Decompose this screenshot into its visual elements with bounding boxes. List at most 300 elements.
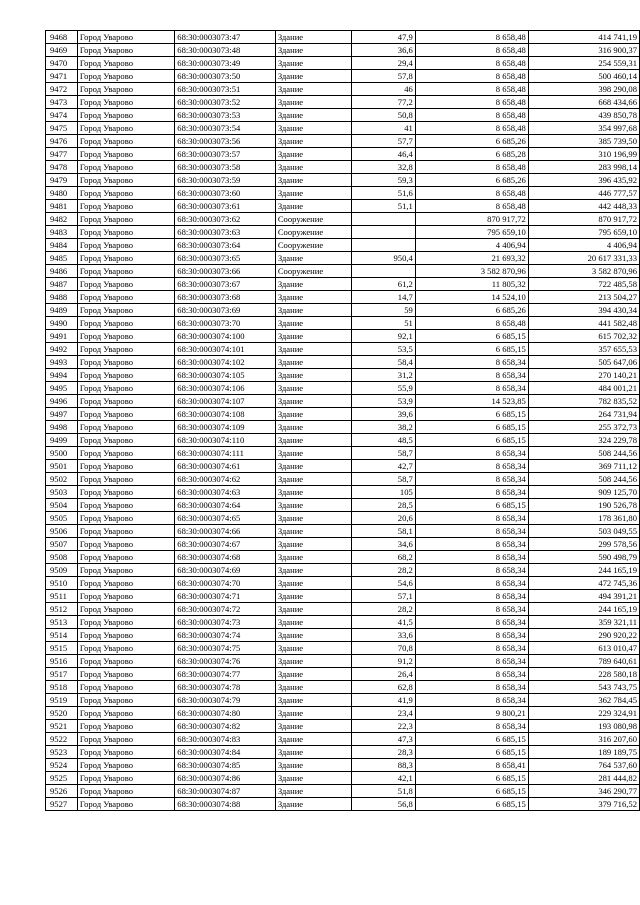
table-row bbox=[46, 83, 640, 96]
cell-unit-value: 8 658,34 bbox=[415, 616, 528, 629]
cell-cadastral-number: 68:30:0003073:60 bbox=[175, 187, 276, 200]
cell-locality: Город Уварово bbox=[77, 512, 174, 525]
cell-object-type: Здание bbox=[275, 70, 352, 83]
cell-area: 91,2 bbox=[352, 655, 415, 668]
cell-area: 88,3 bbox=[352, 759, 415, 772]
cell-locality: Город Уварово bbox=[77, 551, 174, 564]
cell-cadastral-number: 68:30:0003073:58 bbox=[175, 161, 276, 174]
cell-locality: Город Уварово bbox=[77, 265, 174, 278]
cell-object-type: Здание bbox=[275, 369, 352, 382]
cell-row-number: 9524 bbox=[46, 759, 78, 772]
cell-object-type: Здание bbox=[275, 668, 352, 681]
cell-cadastral-value: 189 189,75 bbox=[528, 746, 639, 759]
cell-cadastral-value: 290 920,22 bbox=[528, 629, 639, 642]
cell-row-number: 9478 bbox=[46, 161, 78, 174]
cell-locality: Город Уварово bbox=[77, 759, 174, 772]
cell-cadastral-number: 68:30:0003074:102 bbox=[175, 356, 276, 369]
cell-area: 77,2 bbox=[352, 96, 415, 109]
cell-unit-value: 8 658,48 bbox=[415, 96, 528, 109]
cell-cadastral-value: 346 290,77 bbox=[528, 785, 639, 798]
cell-locality: Город Уварово bbox=[77, 291, 174, 304]
table-row bbox=[46, 369, 640, 382]
cell-unit-value: 6 685,15 bbox=[415, 421, 528, 434]
cell-area: 47,3 bbox=[352, 733, 415, 746]
cell-locality: Город Уварово bbox=[77, 356, 174, 369]
cell-cadastral-number: 68:30:0003073:70 bbox=[175, 317, 276, 330]
cell-locality: Город Уварово bbox=[77, 161, 174, 174]
table-row bbox=[46, 57, 640, 70]
cell-cadastral-number: 68:30:0003073:69 bbox=[175, 304, 276, 317]
cell-cadastral-value: 472 745,36 bbox=[528, 577, 639, 590]
cell-locality: Город Уварово bbox=[77, 733, 174, 746]
cell-cadastral-number: 68:30:0003074:82 bbox=[175, 720, 276, 733]
cell-cadastral-value: 396 435,92 bbox=[528, 174, 639, 187]
cell-unit-value: 8 658,34 bbox=[415, 642, 528, 655]
cell-area: 28,3 bbox=[352, 746, 415, 759]
cell-object-type: Здание bbox=[275, 44, 352, 57]
cell-row-number: 9517 bbox=[46, 668, 78, 681]
cell-row-number: 9489 bbox=[46, 304, 78, 317]
cell-object-type: Здание bbox=[275, 122, 352, 135]
table-row bbox=[46, 525, 640, 538]
table-row bbox=[46, 265, 640, 278]
cell-row-number: 9493 bbox=[46, 356, 78, 369]
cell-area: 53,5 bbox=[352, 343, 415, 356]
cell-cadastral-value: 503 049,55 bbox=[528, 525, 639, 538]
cell-unit-value: 8 658,34 bbox=[415, 694, 528, 707]
cell-cadastral-value: 439 850,78 bbox=[528, 109, 639, 122]
cell-row-number: 9499 bbox=[46, 434, 78, 447]
cell-cadastral-number: 68:30:0003074:76 bbox=[175, 655, 276, 668]
cell-unit-value: 11 805,32 bbox=[415, 278, 528, 291]
cell-row-number: 9496 bbox=[46, 395, 78, 408]
cell-cadastral-number: 68:30:0003074:72 bbox=[175, 603, 276, 616]
table-row bbox=[46, 616, 640, 629]
cell-cadastral-value: 442 448,33 bbox=[528, 200, 639, 213]
cell-row-number: 9521 bbox=[46, 720, 78, 733]
cell-locality: Город Уварово bbox=[77, 681, 174, 694]
cell-object-type: Здание bbox=[275, 733, 352, 746]
cell-row-number: 9500 bbox=[46, 447, 78, 460]
cell-locality: Город Уварово bbox=[77, 174, 174, 187]
cell-object-type: Здание bbox=[275, 421, 352, 434]
table-row bbox=[46, 200, 640, 213]
cell-area: 58,4 bbox=[352, 356, 415, 369]
cell-cadastral-value: 4 406,94 bbox=[528, 239, 639, 252]
cell-unit-value: 6 685,15 bbox=[415, 408, 528, 421]
cell-row-number: 9484 bbox=[46, 239, 78, 252]
cell-object-type: Сооружение bbox=[275, 226, 352, 239]
table-row bbox=[46, 44, 640, 57]
cell-unit-value: 8 658,48 bbox=[415, 122, 528, 135]
cell-row-number: 9498 bbox=[46, 421, 78, 434]
cell-cadastral-value: 398 290,08 bbox=[528, 83, 639, 96]
cell-locality: Город Уварово bbox=[77, 31, 174, 44]
cell-unit-value: 8 658,34 bbox=[415, 668, 528, 681]
cell-row-number: 9471 bbox=[46, 70, 78, 83]
cell-cadastral-value: 244 165,19 bbox=[528, 603, 639, 616]
cell-locality: Город Уварово bbox=[77, 629, 174, 642]
table-row bbox=[46, 213, 640, 226]
cell-object-type: Здание bbox=[275, 785, 352, 798]
cell-row-number: 9492 bbox=[46, 343, 78, 356]
cell-area: 58,7 bbox=[352, 473, 415, 486]
cell-cadastral-number: 68:30:0003074:111 bbox=[175, 447, 276, 460]
table-row bbox=[46, 135, 640, 148]
cell-locality: Город Уварово bbox=[77, 707, 174, 720]
table-row bbox=[46, 96, 640, 109]
table-row bbox=[46, 759, 640, 772]
cell-locality: Город Уварово bbox=[77, 135, 174, 148]
cell-locality: Город Уварово bbox=[77, 278, 174, 291]
cell-unit-value: 6 685,26 bbox=[415, 135, 528, 148]
cell-object-type: Здание bbox=[275, 57, 352, 70]
table-row bbox=[46, 278, 640, 291]
cell-locality: Город Уварово bbox=[77, 525, 174, 538]
cell-row-number: 9490 bbox=[46, 317, 78, 330]
cell-cadastral-number: 68:30:0003074:106 bbox=[175, 382, 276, 395]
cell-object-type: Здание bbox=[275, 538, 352, 551]
cell-area: 28,5 bbox=[352, 499, 415, 512]
cell-locality: Город Уварово bbox=[77, 694, 174, 707]
cell-locality: Город Уварово bbox=[77, 304, 174, 317]
cell-unit-value: 9 800,21 bbox=[415, 707, 528, 720]
cell-unit-value: 8 658,48 bbox=[415, 44, 528, 57]
cell-locality: Город Уварово bbox=[77, 460, 174, 473]
cell-area: 29,4 bbox=[352, 57, 415, 70]
cell-cadastral-value: 362 784,45 bbox=[528, 694, 639, 707]
cell-area: 61,2 bbox=[352, 278, 415, 291]
cell-cadastral-value: 283 998,14 bbox=[528, 161, 639, 174]
cell-cadastral-number: 68:30:0003074:70 bbox=[175, 577, 276, 590]
cell-unit-value: 6 685,15 bbox=[415, 798, 528, 811]
cell-area: 46,4 bbox=[352, 148, 415, 161]
cell-unit-value: 8 658,34 bbox=[415, 369, 528, 382]
cell-row-number: 9501 bbox=[46, 460, 78, 473]
cell-unit-value: 8 658,48 bbox=[415, 83, 528, 96]
data-table bbox=[45, 30, 640, 811]
cell-area: 58,1 bbox=[352, 525, 415, 538]
cell-row-number: 9487 bbox=[46, 278, 78, 291]
cell-locality: Город Уварово bbox=[77, 603, 174, 616]
table-body bbox=[46, 31, 640, 811]
cell-unit-value: 8 658,34 bbox=[415, 356, 528, 369]
table-row bbox=[46, 239, 640, 252]
cell-object-type: Здание bbox=[275, 395, 352, 408]
cell-cadastral-value: 505 647,06 bbox=[528, 356, 639, 369]
table-row bbox=[46, 174, 640, 187]
cell-cadastral-value: 394 430,34 bbox=[528, 304, 639, 317]
cell-cadastral-value: 357 655,53 bbox=[528, 343, 639, 356]
table-row bbox=[46, 187, 640, 200]
cell-row-number: 9494 bbox=[46, 369, 78, 382]
cell-area: 41,5 bbox=[352, 616, 415, 629]
cell-cadastral-value: 228 580,18 bbox=[528, 668, 639, 681]
cell-cadastral-value: 613 010,47 bbox=[528, 642, 639, 655]
cell-object-type: Здание bbox=[275, 408, 352, 421]
table-row bbox=[46, 798, 640, 811]
cell-cadastral-number: 68:30:0003073:68 bbox=[175, 291, 276, 304]
cell-row-number: 9518 bbox=[46, 681, 78, 694]
cell-cadastral-value: 508 244,56 bbox=[528, 473, 639, 486]
cell-cadastral-value: 500 460,14 bbox=[528, 70, 639, 83]
table-row bbox=[46, 252, 640, 265]
cell-cadastral-number: 68:30:0003073:65 bbox=[175, 252, 276, 265]
cell-object-type: Здание bbox=[275, 317, 352, 330]
cell-area bbox=[352, 226, 415, 239]
cell-area: 56,8 bbox=[352, 798, 415, 811]
table-row bbox=[46, 330, 640, 343]
cell-row-number: 9503 bbox=[46, 486, 78, 499]
cell-row-number: 9527 bbox=[46, 798, 78, 811]
cell-cadastral-number: 68:30:0003074:77 bbox=[175, 668, 276, 681]
table-row bbox=[46, 161, 640, 174]
table-row bbox=[46, 109, 640, 122]
cell-row-number: 9476 bbox=[46, 135, 78, 148]
cell-row-number: 9475 bbox=[46, 122, 78, 135]
table-row bbox=[46, 720, 640, 733]
cell-unit-value: 21 693,32 bbox=[415, 252, 528, 265]
table-row bbox=[46, 356, 640, 369]
cell-object-type: Здание bbox=[275, 603, 352, 616]
table-row bbox=[46, 70, 640, 83]
cell-unit-value: 870 917,72 bbox=[415, 213, 528, 226]
cell-locality: Город Уварово bbox=[77, 486, 174, 499]
cell-area: 59,3 bbox=[352, 174, 415, 187]
table-row bbox=[46, 304, 640, 317]
cell-cadastral-number: 68:30:0003073:54 bbox=[175, 122, 276, 135]
cell-area: 46 bbox=[352, 83, 415, 96]
cell-locality: Город Уварово bbox=[77, 798, 174, 811]
cell-cadastral-value: 789 640,61 bbox=[528, 655, 639, 668]
cell-object-type: Здание bbox=[275, 629, 352, 642]
cell-object-type: Здание bbox=[275, 31, 352, 44]
cell-area: 20,6 bbox=[352, 512, 415, 525]
cell-locality: Город Уварово bbox=[77, 616, 174, 629]
cell-row-number: 9511 bbox=[46, 590, 78, 603]
cell-area: 38,2 bbox=[352, 421, 415, 434]
cell-area: 54,6 bbox=[352, 577, 415, 590]
table-row bbox=[46, 590, 640, 603]
cell-locality: Город Уварово bbox=[77, 538, 174, 551]
cell-row-number: 9505 bbox=[46, 512, 78, 525]
cell-cadastral-number: 68:30:0003074:87 bbox=[175, 785, 276, 798]
cell-area: 950,4 bbox=[352, 252, 415, 265]
cell-unit-value: 8 658,34 bbox=[415, 629, 528, 642]
cell-object-type: Здание bbox=[275, 473, 352, 486]
cell-area: 92,1 bbox=[352, 330, 415, 343]
cell-locality: Город Уварово bbox=[77, 668, 174, 681]
cell-object-type: Здание bbox=[275, 148, 352, 161]
table-row bbox=[46, 473, 640, 486]
cell-cadastral-number: 68:30:0003074:84 bbox=[175, 746, 276, 759]
cell-object-type: Здание bbox=[275, 759, 352, 772]
cell-locality: Город Уварово bbox=[77, 44, 174, 57]
cell-object-type: Здание bbox=[275, 720, 352, 733]
cell-unit-value: 8 658,48 bbox=[415, 317, 528, 330]
cell-object-type: Здание bbox=[275, 161, 352, 174]
cell-cadastral-number: 68:30:0003074:79 bbox=[175, 694, 276, 707]
cell-cadastral-number: 68:30:0003073:62 bbox=[175, 213, 276, 226]
cell-area: 55,9 bbox=[352, 382, 415, 395]
cell-object-type: Здание bbox=[275, 304, 352, 317]
table-row bbox=[46, 642, 640, 655]
table-row bbox=[46, 395, 640, 408]
cell-cadastral-number: 68:30:0003073:57 bbox=[175, 148, 276, 161]
cell-cadastral-number: 68:30:0003074:61 bbox=[175, 460, 276, 473]
cell-unit-value: 6 685,15 bbox=[415, 746, 528, 759]
cell-object-type: Здание bbox=[275, 291, 352, 304]
cell-row-number: 9520 bbox=[46, 707, 78, 720]
cell-cadastral-number: 68:30:0003074:110 bbox=[175, 434, 276, 447]
cell-locality: Город Уварово bbox=[77, 577, 174, 590]
table-row bbox=[46, 772, 640, 785]
cell-cadastral-number: 68:30:0003074:105 bbox=[175, 369, 276, 382]
cell-area: 36,6 bbox=[352, 44, 415, 57]
cell-unit-value: 8 658,34 bbox=[415, 486, 528, 499]
cell-unit-value: 3 582 870,96 bbox=[415, 265, 528, 278]
cell-cadastral-number: 68:30:0003074:83 bbox=[175, 733, 276, 746]
cell-locality: Город Уварово bbox=[77, 473, 174, 486]
cell-cadastral-number: 68:30:0003074:85 bbox=[175, 759, 276, 772]
cell-cadastral-number: 68:30:0003073:64 bbox=[175, 239, 276, 252]
cell-row-number: 9472 bbox=[46, 83, 78, 96]
cell-locality: Город Уварово bbox=[77, 408, 174, 421]
cell-locality: Город Уварово bbox=[77, 57, 174, 70]
cell-area: 57,1 bbox=[352, 590, 415, 603]
cell-cadastral-value: 795 659,10 bbox=[528, 226, 639, 239]
cell-row-number: 9525 bbox=[46, 772, 78, 785]
cell-object-type: Здание bbox=[275, 525, 352, 538]
cell-unit-value: 8 658,34 bbox=[415, 512, 528, 525]
cell-row-number: 9491 bbox=[46, 330, 78, 343]
cell-object-type: Здание bbox=[275, 798, 352, 811]
cell-row-number: 9502 bbox=[46, 473, 78, 486]
cell-unit-value: 6 685,26 bbox=[415, 174, 528, 187]
cell-unit-value: 8 658,34 bbox=[415, 525, 528, 538]
cell-area: 41 bbox=[352, 122, 415, 135]
cell-cadastral-value: 508 244,56 bbox=[528, 447, 639, 460]
table-row bbox=[46, 603, 640, 616]
cell-locality: Город Уварово bbox=[77, 122, 174, 135]
cell-unit-value: 8 658,34 bbox=[415, 564, 528, 577]
cell-object-type: Здание bbox=[275, 187, 352, 200]
cell-object-type: Здание bbox=[275, 96, 352, 109]
cell-cadastral-value: 870 917,72 bbox=[528, 213, 639, 226]
cell-object-type: Здание bbox=[275, 330, 352, 343]
cell-unit-value: 6 685,15 bbox=[415, 434, 528, 447]
table-row bbox=[46, 564, 640, 577]
cell-row-number: 9514 bbox=[46, 629, 78, 642]
cell-row-number: 9477 bbox=[46, 148, 78, 161]
cell-row-number: 9469 bbox=[46, 44, 78, 57]
table-row bbox=[46, 499, 640, 512]
cell-unit-value: 6 685,28 bbox=[415, 148, 528, 161]
cell-cadastral-value: 281 444,82 bbox=[528, 772, 639, 785]
cell-cadastral-number: 68:30:0003073:48 bbox=[175, 44, 276, 57]
cell-unit-value: 8 658,48 bbox=[415, 187, 528, 200]
cell-row-number: 9526 bbox=[46, 785, 78, 798]
cell-object-type: Здание bbox=[275, 512, 352, 525]
table-row bbox=[46, 382, 640, 395]
cell-unit-value: 14 523,85 bbox=[415, 395, 528, 408]
cell-cadastral-number: 68:30:0003074:66 bbox=[175, 525, 276, 538]
cell-cadastral-number: 68:30:0003074:63 bbox=[175, 486, 276, 499]
cell-row-number: 9470 bbox=[46, 57, 78, 70]
cell-object-type: Здание bbox=[275, 577, 352, 590]
cell-object-type: Здание bbox=[275, 252, 352, 265]
cell-area: 28,2 bbox=[352, 603, 415, 616]
cell-object-type: Здание bbox=[275, 174, 352, 187]
cell-unit-value: 8 658,34 bbox=[415, 720, 528, 733]
table-row bbox=[46, 421, 640, 434]
cell-unit-value: 8 658,34 bbox=[415, 681, 528, 694]
cell-cadastral-number: 68:30:0003074:62 bbox=[175, 473, 276, 486]
cell-cadastral-value: 264 731,94 bbox=[528, 408, 639, 421]
cell-area: 70,8 bbox=[352, 642, 415, 655]
cell-cadastral-value: 446 777,57 bbox=[528, 187, 639, 200]
cell-row-number: 9474 bbox=[46, 109, 78, 122]
cell-cadastral-number: 68:30:0003074:101 bbox=[175, 343, 276, 356]
cell-row-number: 9495 bbox=[46, 382, 78, 395]
cell-cadastral-number: 68:30:0003074:88 bbox=[175, 798, 276, 811]
cell-unit-value: 8 658,34 bbox=[415, 460, 528, 473]
cell-locality: Город Уварово bbox=[77, 785, 174, 798]
cell-locality: Город Уварово bbox=[77, 369, 174, 382]
table-row bbox=[46, 707, 640, 720]
cell-object-type: Здание bbox=[275, 447, 352, 460]
cell-cadastral-value: 909 125,70 bbox=[528, 486, 639, 499]
cell-locality: Город Уварово bbox=[77, 187, 174, 200]
cell-cadastral-value: 324 229,78 bbox=[528, 434, 639, 447]
cell-area: 51 bbox=[352, 317, 415, 330]
cell-cadastral-number: 68:30:0003073:53 bbox=[175, 109, 276, 122]
cell-cadastral-value: 543 743,75 bbox=[528, 681, 639, 694]
cell-cadastral-value: 782 835,52 bbox=[528, 395, 639, 408]
cell-row-number: 9506 bbox=[46, 525, 78, 538]
cell-cadastral-value: 385 739,50 bbox=[528, 135, 639, 148]
cell-locality: Город Уварово bbox=[77, 213, 174, 226]
cell-unit-value: 14 524,10 bbox=[415, 291, 528, 304]
cell-cadastral-value: 316 900,37 bbox=[528, 44, 639, 57]
cell-unit-value: 8 658,48 bbox=[415, 70, 528, 83]
cell-locality: Город Уварово bbox=[77, 109, 174, 122]
cell-unit-value: 6 685,26 bbox=[415, 304, 528, 317]
cell-cadastral-number: 68:30:0003073:63 bbox=[175, 226, 276, 239]
cell-locality: Город Уварово bbox=[77, 252, 174, 265]
cell-unit-value: 8 658,48 bbox=[415, 57, 528, 70]
cell-cadastral-number: 68:30:0003073:66 bbox=[175, 265, 276, 278]
table-row bbox=[46, 486, 640, 499]
cell-unit-value: 8 658,48 bbox=[415, 200, 528, 213]
cell-cadastral-value: 668 434,66 bbox=[528, 96, 639, 109]
cell-unit-value: 8 658,34 bbox=[415, 590, 528, 603]
cell-area: 39,6 bbox=[352, 408, 415, 421]
cell-cadastral-value: 20 617 331,33 bbox=[528, 252, 639, 265]
cell-cadastral-number: 68:30:0003073:67 bbox=[175, 278, 276, 291]
table-row bbox=[46, 746, 640, 759]
cell-unit-value: 795 659,10 bbox=[415, 226, 528, 239]
table-row bbox=[46, 694, 640, 707]
table-row bbox=[46, 317, 640, 330]
cell-cadastral-number: 68:30:0003074:109 bbox=[175, 421, 276, 434]
cell-row-number: 9508 bbox=[46, 551, 78, 564]
cell-cadastral-value: 213 504,27 bbox=[528, 291, 639, 304]
cell-area: 34,6 bbox=[352, 538, 415, 551]
cell-object-type: Здание bbox=[275, 499, 352, 512]
table-row bbox=[46, 122, 640, 135]
cell-object-type: Здание bbox=[275, 746, 352, 759]
